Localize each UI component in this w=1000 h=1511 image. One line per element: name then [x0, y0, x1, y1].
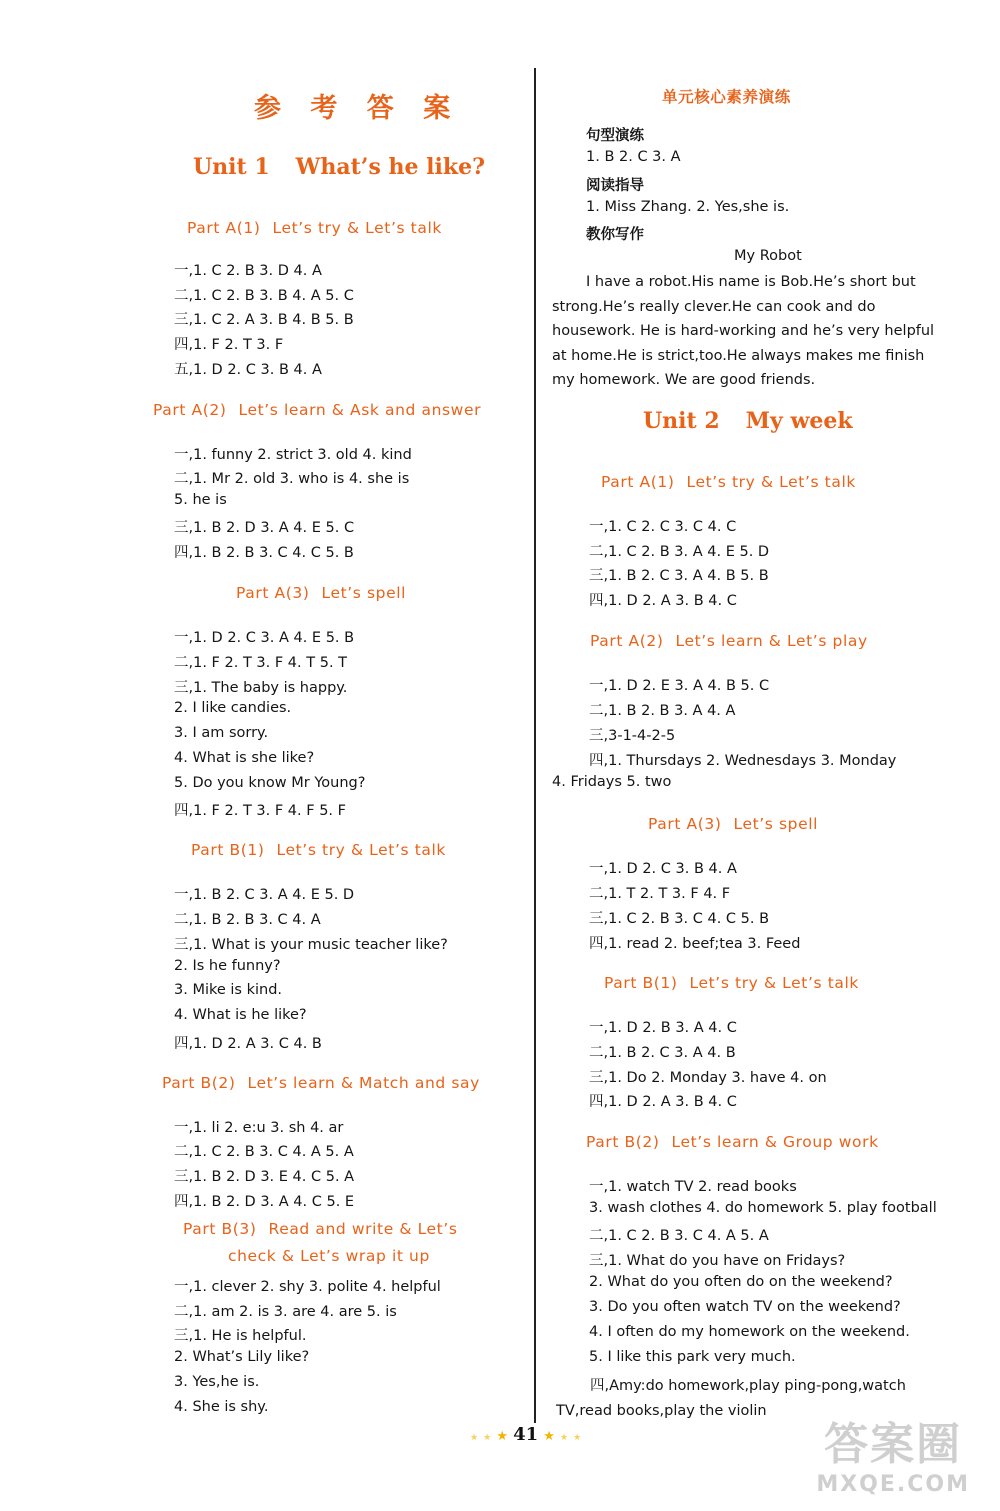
answer-line: 二,1. C 2. B 3. B 4. A 5. C — [174, 288, 354, 304]
answer-line: 2. What’s Lily like? — [174, 1349, 310, 1365]
answer-line: 三,3-1-4-2-5 — [589, 728, 676, 744]
answer-line: 一,1. li 2. e:u 3. sh 4. ar — [174, 1120, 344, 1136]
part-activity: Let’s learn & Let’s play — [675, 632, 868, 650]
answer-line: 一,1. funny 2. strict 3. old 4. kind — [174, 447, 412, 463]
answer-line: 三,1. C 2. A 3. B 4. B 5. B — [174, 312, 354, 328]
part-activity: Let’s try & Let’s talk — [689, 974, 859, 992]
answer-line: 3. Mike is kind. — [174, 982, 283, 998]
answer-line: 三,1. What is your music teacher like? — [174, 937, 448, 953]
answer-line: 4. Fridays 5. two — [552, 774, 672, 790]
core-practice-heading: 单元核心素养演练 — [662, 88, 791, 106]
answer-line: 4. What is she like? — [174, 750, 315, 766]
answer-line: 三,1. C 2. B 3. C 4. C 5. B — [589, 911, 770, 927]
answer-line: 一,1. watch TV 2. read books — [589, 1179, 797, 1195]
answer-line: 三,1. He is helpful. — [174, 1328, 307, 1344]
section-heading — [183, 1220, 458, 1238]
section-heading — [586, 1133, 879, 1151]
part-label: Part B(1) — [604, 974, 678, 992]
answer-line: 二,1. B 2. C 3. A 4. B — [589, 1045, 736, 1061]
subheading: 句型演练 — [586, 128, 644, 144]
part-label: Part B(1) — [191, 841, 265, 859]
section-heading — [187, 219, 442, 237]
answer-line: 三,1. The baby is happy. — [174, 680, 348, 696]
answer-line: 一,1. D 2. B 3. A 4. C — [589, 1020, 737, 1036]
part-label: Part B(3) — [183, 1220, 257, 1238]
subheading: 教你写作 — [586, 227, 644, 243]
part-label: Part A(3) — [236, 584, 310, 602]
answer-line: 四,1. D 2. A 3. B 4. C — [589, 1094, 737, 1110]
watermark-logo: 答案圈 — [824, 1419, 963, 1470]
part-activity: Let’s spell — [321, 584, 407, 602]
answer-line: 5. he is — [174, 492, 227, 508]
section-heading — [604, 974, 859, 992]
essay-title: My Robot — [734, 248, 802, 264]
section-heading-cont: check & Let’s wrap it up — [228, 1247, 430, 1265]
answer-line: 二,1. Mr 2. old 3. who is 4. she is — [174, 471, 410, 487]
part-label: Part A(2) — [153, 401, 227, 419]
answer-line: 五,1. D 2. C 3. B 4. A — [174, 362, 322, 378]
answer-line: 4. What is he like? — [174, 1007, 307, 1023]
part-activity: Let’s try & Let’s talk — [276, 841, 446, 859]
answer-line: 三,1. What do you have on Fridays? — [589, 1253, 846, 1269]
answer-line: 3. I am sorry. — [174, 725, 269, 741]
answer-line: 四,1. Thursdays 2. Wednesdays 3. Monday — [589, 753, 897, 769]
star-icon: ★ — [496, 1429, 508, 1444]
answer-line: 四,Amy:do homework,play ping-pong,watch TV,read books,play the violin — [556, 1378, 906, 1419]
section-heading — [601, 473, 856, 491]
part-activity: Let’s try & Let’s talk — [272, 219, 442, 237]
unit1-subtitle: What’s he like? — [295, 154, 485, 180]
part-activity: Let’s learn & Match and say — [247, 1074, 480, 1092]
answer-line: 四,1. read 2. beef;tea 3. Feed — [589, 936, 801, 952]
answer-line: 5. Do you know Mr Young? — [174, 775, 366, 791]
answer-line: 一,1. C 2. C 3. C 4. C — [589, 519, 737, 535]
star-icon: ★ — [573, 1433, 582, 1443]
part-label: Part B(2) — [586, 1133, 660, 1151]
answer-line: 3. Yes,he is. — [174, 1374, 260, 1390]
answer-line: 一,1. B 2. C 3. A 4. E 5. D — [174, 887, 355, 903]
answer-line: 二,1. B 2. B 3. C 4. A — [174, 912, 321, 928]
essay-text: I have a robot.His name is Bob.He’s short but strong.He’s really clever.He can cook and do housework. He is hard-working and he’s very helpful at home.He is strict,too.He always makes me finish my homework. We are good friends. — [552, 274, 935, 389]
unit1-number: Unit 1 — [193, 154, 270, 180]
answer-line: 3. Do you often watch TV on the weekend? — [589, 1299, 901, 1315]
unit2-number: Unit 2 — [643, 408, 720, 434]
section-heading — [191, 841, 446, 859]
subheading: 阅读指导 — [586, 178, 644, 194]
answer-line: 四,1. F 2. T 3. F 4. F 5. F — [174, 803, 346, 819]
part-label: Part A(3) — [648, 815, 722, 833]
answer-line: 3. wash clothes 4. do homework 5. play football — [589, 1200, 937, 1216]
page-title: 参 考 答 案 — [254, 93, 461, 124]
unit1-title — [193, 154, 485, 180]
answer-line: 三,1. Do 2. Monday 3. have 4. on — [589, 1070, 827, 1086]
answer-line: 2. What do you often do on the weekend? — [589, 1274, 893, 1290]
star-icon: ★ — [543, 1429, 555, 1444]
answer-line: 一,1. D 2. E 3. A 4. B 5. C — [589, 678, 770, 694]
part-label: Part B(2) — [162, 1074, 236, 1092]
answer-line: 2. Is he funny? — [174, 958, 281, 974]
section-heading — [162, 1074, 480, 1092]
answer-line: 二,1. C 2. B 3. A 4. E 5. D — [589, 544, 770, 560]
star-icon: ★ — [483, 1433, 492, 1443]
watermark-url: MXQE.COM — [816, 1472, 970, 1497]
unit2-title — [643, 408, 853, 434]
page-number: 41 — [513, 1424, 539, 1445]
answer-line: 三,1. B 2. C 3. A 4. B 5. B — [589, 568, 769, 584]
answer-line: 4. I often do my homework on the weekend. — [589, 1324, 910, 1340]
part-label: Part A(1) — [601, 473, 675, 491]
page-footer — [470, 1424, 581, 1445]
star-icon: ★ — [560, 1433, 569, 1443]
answer-line: 四,1. F 2. T 3. F — [174, 337, 284, 353]
part-label: Part A(2) — [590, 632, 664, 650]
part-activity: Let’s learn & Ask and answer — [238, 401, 482, 419]
star-icon: ★ — [470, 1433, 479, 1443]
part-activity: Let’s learn & Group work — [671, 1133, 879, 1151]
answer-line: 四,1. D 2. A 3. B 4. C — [589, 593, 737, 609]
answer-line: 四,1. B 2. D 3. A 4. C 5. E — [174, 1194, 355, 1210]
part-activity: Let’s spell — [733, 815, 819, 833]
unit2-subtitle: My week — [745, 408, 853, 434]
part-activity: Let’s try & Let’s talk — [686, 473, 856, 491]
answer-line: 一,1. D 2. C 3. B 4. A — [589, 861, 737, 877]
answer-line: 一,1. clever 2. shy 3. polite 4. helpful — [174, 1279, 441, 1295]
section-heading — [590, 632, 868, 650]
column-divider — [534, 68, 536, 1423]
answer-line: 三,1. B 2. D 3. E 4. C 5. A — [174, 1169, 355, 1185]
answer-line: 四,1. B 2. B 3. C 4. C 5. B — [174, 545, 354, 561]
answer-line: 一,1. C 2. B 3. D 4. A — [174, 263, 322, 279]
answer-line: 二,1. C 2. B 3. C 4. A 5. A — [589, 1228, 769, 1244]
answer-line: 1. B 2. C 3. A — [586, 149, 681, 165]
section-heading — [648, 815, 818, 833]
section-heading — [236, 584, 406, 602]
answer-line: 2. I like candies. — [174, 700, 292, 716]
answer-line: 三,1. B 2. D 3. A 4. E 5. C — [174, 520, 355, 536]
answer-line: 4. She is shy. — [174, 1399, 269, 1415]
answer-line: 二,1. C 2. B 3. C 4. A 5. A — [174, 1144, 354, 1160]
part-label: Part A(1) — [187, 219, 261, 237]
answer-line: 四,1. D 2. A 3. C 4. B — [174, 1036, 322, 1052]
section-heading — [153, 401, 481, 419]
answer-line: 一,1. D 2. C 3. A 4. E 5. B — [174, 630, 355, 646]
answer-line: 5. I like this park very much. — [589, 1349, 796, 1365]
answer-line: 二,1. B 2. B 3. A 4. A — [589, 703, 736, 719]
answer-line: 二,1. am 2. is 3. are 4. are 5. is — [174, 1304, 397, 1320]
watermark — [816, 1408, 970, 1497]
answer-line: 二,1. F 2. T 3. F 4. T 5. T — [174, 655, 348, 671]
answer-line: 二,1. T 2. T 3. F 4. F — [589, 886, 731, 902]
answer-line: 1. Miss Zhang. 2. Yes,she is. — [586, 199, 790, 215]
part-activity: Read and write & Let’s — [268, 1220, 458, 1238]
